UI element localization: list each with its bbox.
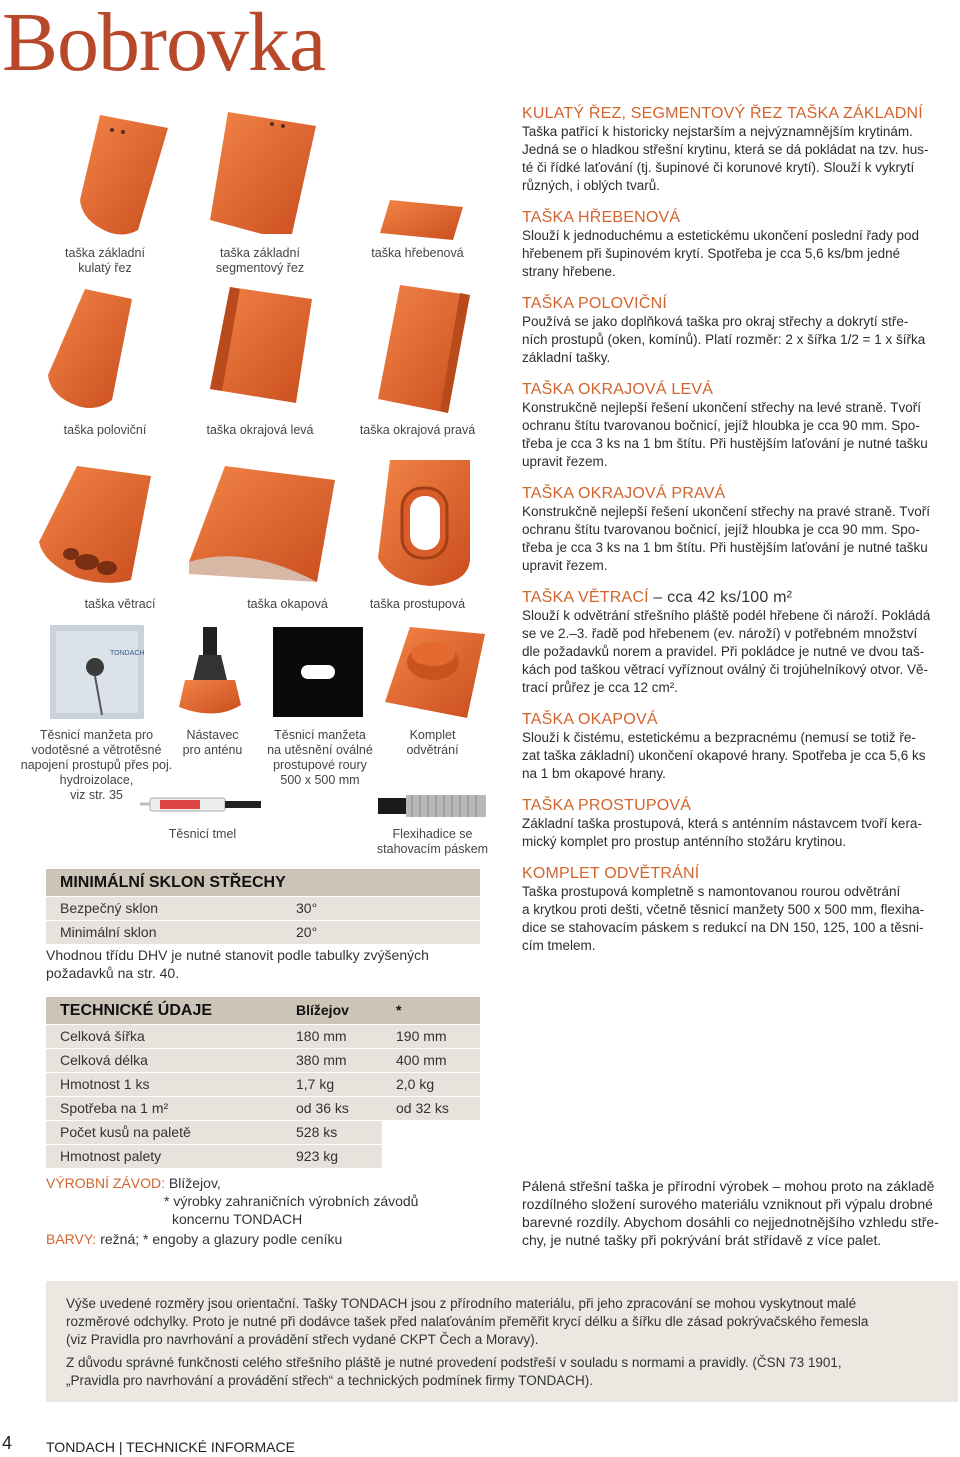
section-ventilation-kit bbox=[522, 864, 958, 955]
tile-half-image bbox=[40, 285, 135, 415]
tech-header bbox=[46, 997, 480, 1024]
tech-row bbox=[46, 1097, 480, 1120]
tech-row bbox=[46, 1073, 480, 1096]
oval-sealing-collar-image bbox=[273, 627, 363, 717]
tile-edge-right-image bbox=[370, 283, 475, 418]
tile-basic-segment-image bbox=[200, 110, 320, 240]
page-number: 4 bbox=[2, 1433, 13, 1453]
section-heading: TAŠKA OKAPOVÁ bbox=[522, 711, 658, 728]
caption-pass-through: taška prostupová bbox=[369, 597, 466, 611]
colors-value: režná; * engoby a glazury podle ceníku bbox=[100, 1231, 343, 1247]
section-basic bbox=[522, 104, 958, 195]
caption-eaves: taška okapová bbox=[247, 597, 328, 611]
tile-eaves-image bbox=[185, 462, 340, 587]
caption-edge-left: taška okrajová levá bbox=[206, 423, 314, 437]
factory-value: Blížejov, bbox=[168, 1175, 221, 1191]
section-heading: TAŠKA POLOVIČNÍ bbox=[522, 295, 667, 312]
caption-antenna-adapter: Nástavec pro anténu bbox=[182, 728, 243, 757]
natural-product-note: Pálená střešní taška je přírodní výrobek – mohou proto na základě rozdílného složení surového materiálu vzniknout při výpalu drobné barevné rozdíly. Abychom dosáhli co nejjednotnějšího vzhledu stře- chy, je nutné tašky při pokrývání brát střídavě z více palet. bbox=[522, 1178, 939, 1248]
min-slope-row bbox=[46, 921, 480, 944]
tech-value: 528 ks bbox=[296, 1124, 338, 1140]
tech-row bbox=[46, 1025, 480, 1048]
tile-ridge-image bbox=[375, 195, 465, 245]
caption-sealing-collar: Těsnicí manžeta pro vodotěsné a větrotěsné napojení prostupů přes poj. hydroizolace, viz str. 35 bbox=[20, 728, 173, 802]
tile-basic-round-image bbox=[60, 110, 170, 240]
svg-text:TONDACH: TONDACH bbox=[110, 650, 144, 657]
section-pass-through bbox=[522, 796, 958, 851]
caption-flexi-hose: Flexihadice se stahovacím páskem bbox=[376, 827, 489, 856]
section-heading: TAŠKA OKRAJOVÁ PRAVÁ bbox=[522, 485, 726, 502]
tile-vent-image bbox=[35, 462, 155, 587]
min-slope-title: MINIMÁLNÍ SKLON STŘECHY bbox=[46, 869, 480, 896]
notice-box bbox=[46, 1281, 958, 1402]
caption-sealant: Těsnicí tmel bbox=[168, 827, 237, 841]
section-text: Používá se jako doplňková taška pro okraj střechy a dokrytí stře- ních prostupů (oken, komínů). Platí rozměr: 2 x šířka 1/2 = 1 x šířka základní tašky. bbox=[522, 314, 926, 365]
footer-text: TONDACH | TECHNICKÉ INFORMACE bbox=[46, 1439, 295, 1455]
caption-basic-round: taška základní kulatý řez bbox=[65, 246, 145, 275]
tech-value: 380 mm bbox=[296, 1052, 347, 1068]
tech-col-blizejov: Blížejov bbox=[296, 1002, 349, 1018]
tech-value: 400 mm bbox=[396, 1052, 447, 1068]
tech-title: TECHNICKÉ ÚDAJE bbox=[60, 1002, 213, 1019]
colors-label: BARVY: bbox=[46, 1231, 97, 1247]
factory-label: VÝROBNÍ ZÁVOD: bbox=[46, 1175, 166, 1191]
caption-vent: taška větrací bbox=[84, 597, 156, 611]
page-title: Bobrovka bbox=[2, 0, 326, 89]
section-text: Konstrukčně nejlepší řešení ukončení střechy na pravé straně. Tvoří ochranu štítu tvarovanou bočnicí, jejíž hloubka je cca 90 mm. Spo- třeba je cca 3 ks na 1 bm štítu. Při hustějším laťování je nutné tašku upravit řezem. bbox=[522, 504, 930, 573]
notice-paragraph: Výše uvedené rozměry jsou orientační. Tašky TONDACH jsou z přírodního materiálu, při jeho zpracování se mohou vyskytnout malé rozměrové odchylky. Proto je nutné při dodávce tašek před nalaťováním přeměřit krycí délku a šířku dle zásad pokrývačského řemesla (viz Pravidla pro navrhování a provádění střech vydané CKPT Čech a Moravy). bbox=[66, 1296, 869, 1347]
section-edge-right bbox=[522, 484, 958, 575]
tech-label: Celková délka bbox=[60, 1052, 148, 1068]
slope-value: 30° bbox=[296, 900, 318, 916]
section-heading: TAŠKA OKRAJOVÁ LEVÁ bbox=[522, 381, 714, 398]
tech-value: od 32 ks bbox=[396, 1100, 449, 1116]
tile-descriptions bbox=[522, 104, 958, 955]
tech-blank-cell bbox=[382, 1145, 480, 1168]
tech-value: 180 mm bbox=[296, 1028, 347, 1044]
section-text: Slouží k jednoduchému a estetickému ukončení poslední řady pod hřebenem při šupinovém krytí. Spotřeba je cca 5,6 ks/bm jedné strany hřebene. bbox=[522, 228, 919, 279]
section-text: Slouží k odvětrání střešního pláště podél hřebene či nároží. Pokládá se ve 2.–3. řadě pod hřebenem (ev. nároží) v potřebném množství dle požadavků norem a pravidel. Při pokládce je nutné ve dvou taš- kách pod taškou větrací vyříznout oválný či trojúhelníkový otvor. Vě- trací průřez je cca 12 cm². bbox=[522, 608, 931, 695]
section-half bbox=[522, 294, 958, 367]
factory-note: * výrobky zahraničních výrobních závodů bbox=[164, 1193, 419, 1209]
section-heading: KOMPLET ODVĚTRÁNÍ bbox=[522, 865, 700, 882]
tile-pass-through-image bbox=[370, 458, 475, 588]
tech-label: Celková šířka bbox=[60, 1028, 145, 1044]
sealant-tube-image bbox=[140, 792, 265, 818]
section-heading: TAŠKA HŘEBENOVÁ bbox=[522, 209, 681, 226]
section-text: Základní taška prostupová, která s anténním nástavcem tvoří kera- mický komplet pro prostup anténního stožáru krytinou. bbox=[522, 816, 922, 849]
sealing-collar-photo bbox=[50, 625, 144, 719]
notice-paragraph: Z důvodu správné funkčnosti celého střešního pláště je nutné provedení podstřeší v souladu s normami a pravidly. (ČSN 73 1901, „Pravidla pro navrhování a provádění střech“ a technických podmínek firmy TONDACH). bbox=[66, 1355, 842, 1388]
caption-edge-right: taška okrajová pravá bbox=[359, 423, 476, 437]
min-slope-row bbox=[46, 897, 480, 920]
tech-value: od 36 ks bbox=[296, 1100, 349, 1116]
caption-half: taška poloviční bbox=[63, 423, 147, 437]
factory-info bbox=[46, 1174, 486, 1248]
slope-label: Minimální sklon bbox=[60, 924, 157, 940]
tech-blank-cell bbox=[382, 1121, 480, 1144]
tech-label: Spotřeba na 1 m² bbox=[60, 1100, 169, 1116]
tech-value: 923 kg bbox=[296, 1148, 339, 1164]
slope-value: 20° bbox=[296, 924, 318, 940]
section-text: Taška patřící k historicky nejstarším a nejvýznamnějším krytinám. Jedná se o hladkou střešní krytinu, která se dá pokládat na tzv. hus- té či řídké laťování (tj. šupinové či korunové krytí). Slouží k vykrytí různých, i oblých tvarů. bbox=[522, 124, 929, 193]
tech-row bbox=[46, 1121, 480, 1144]
caption-oval-collar: Těsnicí manžeta na utěsnění oválné prostupové roury 500 x 500 mm bbox=[267, 728, 373, 787]
slope-label: Bezpečný sklon bbox=[60, 900, 159, 916]
caption-ventilation-kit: Komplet odvětrání bbox=[406, 728, 459, 757]
flexi-hose-image bbox=[378, 792, 488, 820]
section-ridge bbox=[522, 208, 958, 281]
section-text: Slouží k čistému, estetickému a bezpracnému (nemusí se totiž ře- zat taška základní) ukončení okapové hrany. Spotřeba je cca 5,6 ks na 1 bm okapové hrany. bbox=[522, 730, 926, 781]
factory-note: koncernu TONDACH bbox=[172, 1211, 303, 1227]
antenna-adapter-image bbox=[175, 625, 245, 725]
min-slope-note: Vhodnou třídu DHV je nutné stanovit podle tabulky zvýšených požadavků na str. 40. bbox=[46, 947, 429, 981]
tech-label: Hmotnost 1 ks bbox=[60, 1076, 150, 1092]
tech-value: 2,0 kg bbox=[396, 1076, 435, 1092]
section-heading: KULATÝ ŘEZ, SEGMENTOVÝ ŘEZ TAŠKA ZÁKLADNÍ bbox=[522, 105, 923, 122]
caption-ridge: taška hřebenová bbox=[371, 246, 464, 260]
tech-label: Hmotnost palety bbox=[60, 1148, 162, 1164]
section-heading: TAŠKA VĚTRACÍ – cca 42 ks/100 m² bbox=[522, 589, 793, 606]
tech-value: 1,7 kg bbox=[296, 1076, 335, 1092]
tech-value: 190 mm bbox=[396, 1028, 447, 1044]
tech-row bbox=[46, 1049, 480, 1072]
section-vent bbox=[522, 588, 958, 697]
section-eaves bbox=[522, 710, 958, 783]
tile-edge-left-image bbox=[200, 285, 325, 410]
tech-row bbox=[46, 1145, 480, 1168]
section-text: Konstrukčně nejlepší řešení ukončení střechy na levé straně. Tvoří ochranu štítu tvarovanou bočnicí, jejíž hloubka je cca 90 mm. Spo- třeba je cca 3 ks na 1 bm štítu. Při hustějším laťování je nutné tašku upravit řezem. bbox=[522, 400, 928, 469]
caption-basic-segment: taška základní segmentový řez bbox=[215, 246, 305, 275]
section-edge-left bbox=[522, 380, 958, 471]
section-text: Taška prostupová kompletně s namontovanou rourou odvětrání a krytkou proti dešti, včetně těsnicí manžety 500 x 500 mm, flexiha- dice se stahovacím páskem s redukcí na DN 150, 125, 100 a těsni- cím tmelem. bbox=[522, 884, 925, 953]
tech-label: Počet kusů na paletě bbox=[60, 1124, 191, 1140]
tech-col-star: * bbox=[396, 1002, 402, 1018]
section-heading: TAŠKA PROSTUPOVÁ bbox=[522, 797, 692, 814]
ventilation-kit-image bbox=[375, 622, 490, 722]
